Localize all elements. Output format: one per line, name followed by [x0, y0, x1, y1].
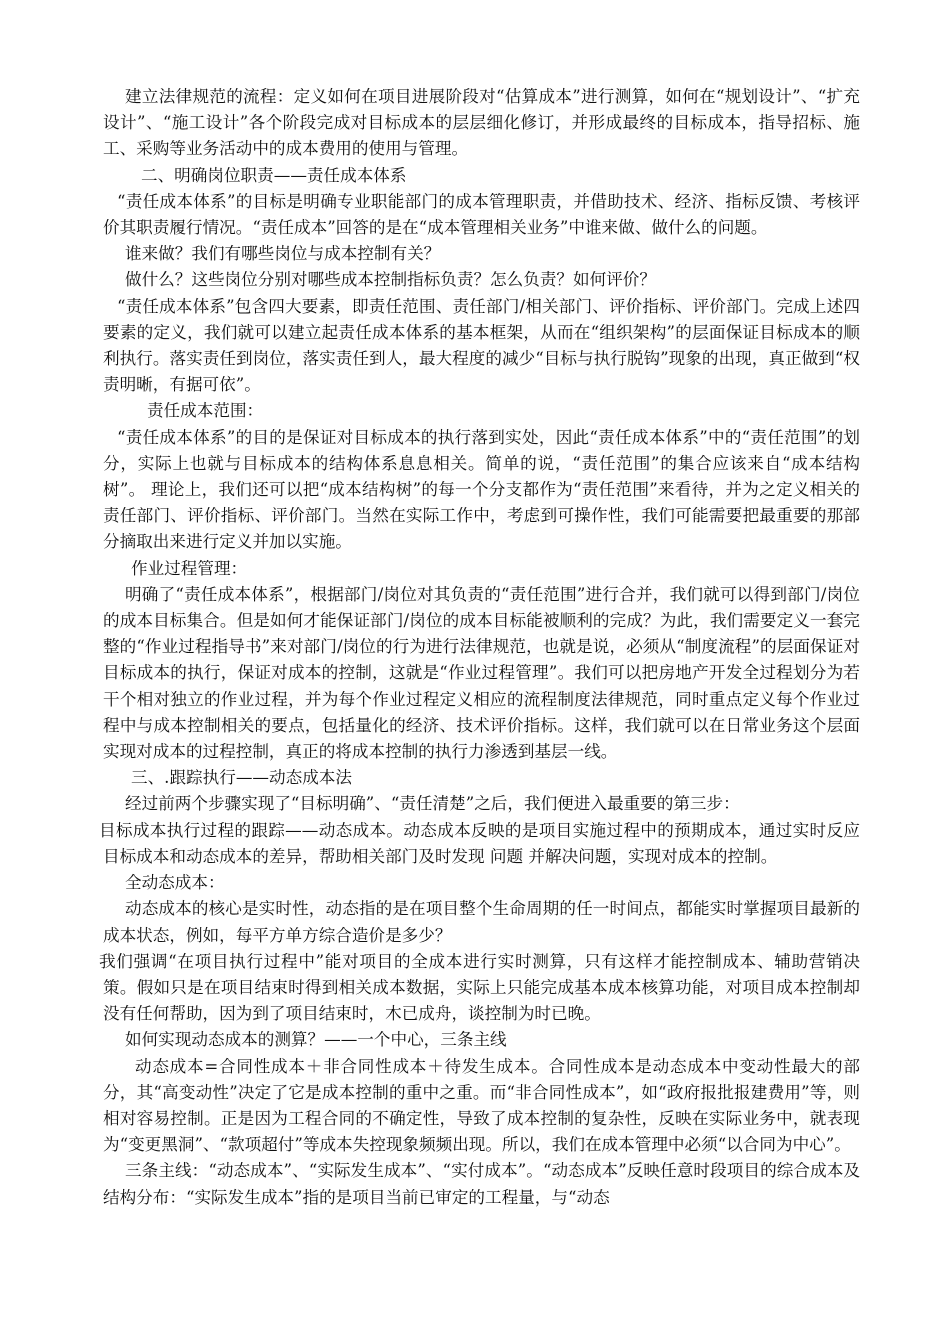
paragraph-process-definition: 建立法律规范的流程：定义如何在项目进展阶段对“估算成本”进行测算，如何在“规划设计”、“扩充设计”、“施工设计”各个阶段完成对目标成本的层层细化修订，并形成最终的目标成本，指导招标、施工、采购等业务活动中的成本费用的使用与管理。	[103, 87, 860, 159]
subheading-full-dynamic-cost: 全动态成本：	[125, 873, 225, 893]
paragraph-what: 做什么？这些岗位分别对哪些成本控制指标负责？怎么负责？如何评价？	[125, 270, 656, 290]
paragraph-four-elements: “责任成本体系”包含四大要素，即责任范围、责任部门/相关部门、评价指标、评价部门。完成上述四要素的定义，我们就可以建立起责任成本体系的基本框架，从而在“组织架构”的层面保证目标成本的顺利执行。落实责任到岗位，落实责任到人，最大程度的减少“目标与执行脱钩”现象的出现，真正做到“权责明晰，有据可依”。	[103, 296, 860, 395]
paragraph-dynamic-cost-tracking: 目标成本执行过程的跟踪——动态成本。动态成本反映的是项目实施过程中的预期成本，通过实时反应目标成本和动态成本的差异，帮助相关部门及时发现 问题 并解决问题，实现对成本的控制。	[99, 820, 860, 866]
paragraph-three-main-lines: 三条主线：“动态成本”、“实际发生成本”、“实付成本”。“动态成本”反映任意时段项目的综合成本及结构分布：“实际发生成本”指的是项目当前已审定的工程量，与“动态	[103, 1161, 860, 1207]
paragraph-process-detail: 明确了“责任成本体系”，根据部门/岗位对其负责的“责任范围”进行合并，我们就可以得到部门/岗位的成本目标集合。但是如何才能保证部门/岗位的成本目标能被顺利的完成？为此，我们需要定义一套完整的“作业过程指导书”来对部门/岗位的行为进行法律规范，也就是说，必须从“制度流程”的层面保证对目标成本的执行，保证对成本的控制，这就是“作业过程管理”。我们可以把房地产开发全过程划分为若干个相对独立的作业过程，并为每个作业过程定义相应的流程制度法律规范，同时重点定义每个作业过程中与成本控制相关的要点，包括量化的经济、技术评价指标。这样，我们就可以在日常业务这个层面实现对成本的过程控制，真正的将成本控制的执行力渗透到基层一线。	[103, 584, 860, 762]
heading-section-two: 二、明确岗位职责——责任成本体系	[141, 165, 407, 185]
paragraph-scope-detail: “责任成本体系”的目的是保证对目标成本的执行落到实处，因此“责任成本体系”中的“责任范围”的划分，实际上也就与目标成本的结构体系息息相关。简单的说，“责任范围”的集合应该来自“成本结构树”。 理论上，我们还可以把“成本结构树”的每一个分支都作为“责任范围”来看待，并为之定义相关的责任部门、评价指标、评价部门。当然在实际工作中，考虑到可操作性，我们可能需要把最重要的那部分摘取出来进行定义并加以实施。	[103, 427, 860, 552]
paragraph-realtime-core: 动态成本的核心是实时性，动态指的是在项目整个生命周期的任一时间点，都能实时掌握项目最新的成本状态，例如，每平方单方综合造价是多少？	[103, 899, 860, 945]
heading-section-three: 三、.跟踪执行——动态成本法	[131, 768, 352, 788]
paragraph-responsibility-goal: “责任成本体系”的目标是明确专业职能部门的成本管理职责，并借助技术、经济、指标反馈、考核评价其职责履行情况。“责任成本”回答的是在“成本管理相关业务”中谁来做、做什么的问题。	[103, 191, 860, 238]
paragraph-realtime-emphasis: 我们强调“在项目执行过程中”能对项目的全成本进行实时测算，只有这样才能控制成本、辅助营销决策。假如只是在项目结束时得到相关成本数据，实际上只能完成基本成本核算功能，对项目成本控制却没有任何帮助，因为到了项目结束时，木已成舟，谈控制为时已晚。	[99, 951, 860, 1024]
document-page	[99, 84, 860, 1211]
subheading-responsibility-scope: 责任成本范围：	[147, 401, 264, 421]
paragraph-third-step: 经过前两个步骤实现了“目标明确”、“责任清楚”之后，我们便进入最重要的第三步：	[125, 794, 740, 814]
subheading-how-to-measure: 如何实现动态成本的测算？——一个中心，三条主线	[125, 1030, 507, 1050]
paragraph-dynamic-cost-formula: 动态成本=合同性成本＋非合同性成本＋待发生成本。合同性成本是动态成本中变动性最大的部分，其“高变动性”决定了它是成本控制的重中之重。而“非合同性成本”，如“政府报批报建费用”等，则相对容易控制。正是因为工程合同的不确定性，导致了成本控制的复杂性，反映在实际业务中，就表现为“变更黑洞”、“款项超付”等成本失控现象频频出现。所以，我们在成本管理中必须“以合同为中心”。	[103, 1056, 860, 1155]
paragraph-who: 谁来做？我们有哪些岗位与成本控制有关？	[125, 244, 441, 264]
subheading-process-management: 作业过程管理：	[131, 558, 248, 578]
